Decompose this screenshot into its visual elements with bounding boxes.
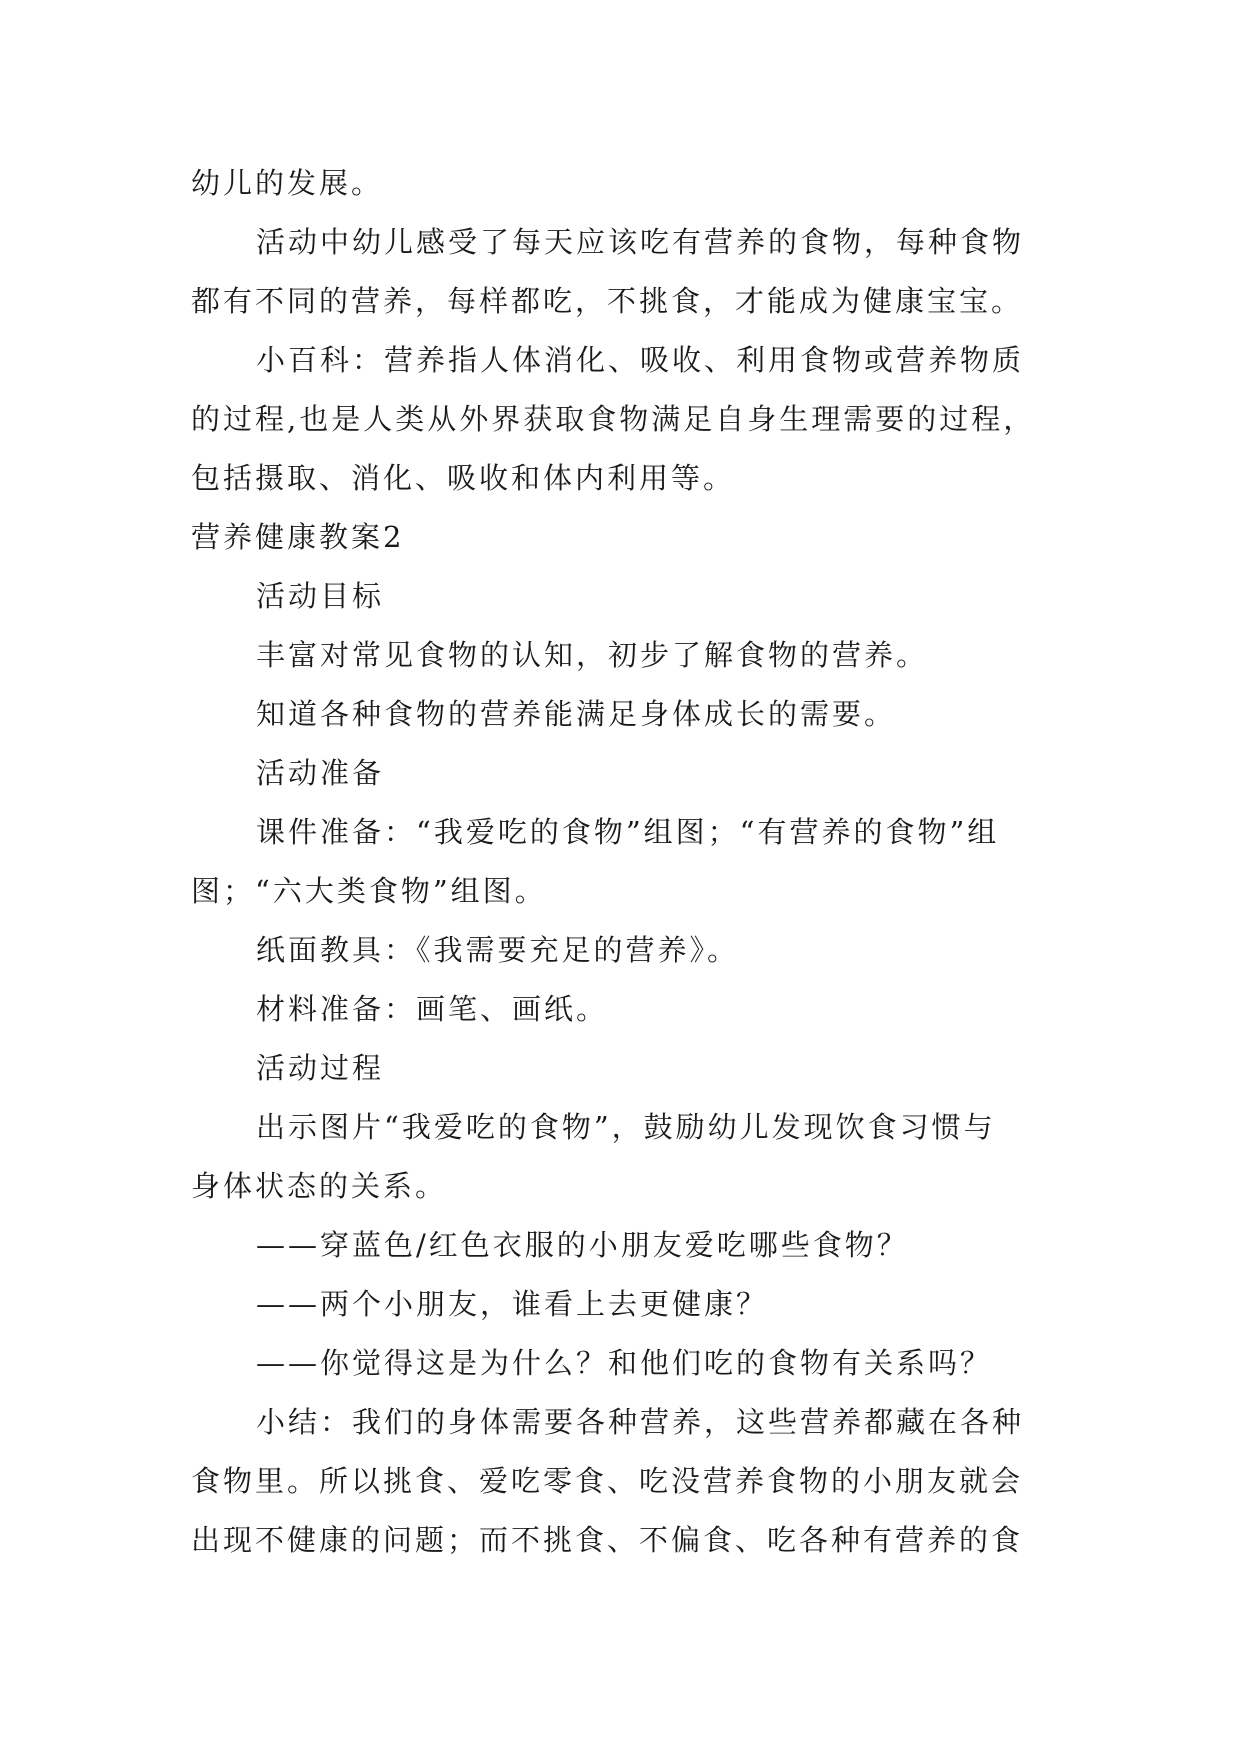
paragraph-line: 包括摄取、消化、吸收和体内利用等。 xyxy=(191,461,736,495)
question-line: ——你觉得这是为什么？和他们吃的食物有关系吗？ xyxy=(256,1346,993,1380)
subsection-heading: 活动目标 xyxy=(256,579,385,613)
paragraph-line: 都有不同的营养，每样都吃，不挑食，才能成为健康宝宝。 xyxy=(191,284,1024,318)
paragraph-line: 的过程,也是人类从外界获取食物满足自身生理需要的过程， xyxy=(191,402,1036,436)
paragraph-line: 出示图片“我爱吃的食物”，鼓励幼儿发现饮食习惯与 xyxy=(256,1110,996,1144)
paragraph-line: 丰富对常见食物的认知，初步了解食物的营养。 xyxy=(256,638,929,672)
section-title: 营养健康教案2 xyxy=(191,520,405,554)
question-line: ——两个小朋友，谁看上去更健康？ xyxy=(256,1287,769,1321)
paragraph-line: 图；“六大类食物”组图。 xyxy=(191,874,547,908)
subsection-heading: 活动准备 xyxy=(256,756,385,790)
paragraph-line: 身体状态的关系。 xyxy=(191,1169,448,1203)
paragraph-line: 课件准备：“我爱吃的食物”组图；“有营养的食物”组 xyxy=(256,815,1000,849)
paragraph-line: 纸面教具：《我需要充足的营养》。 xyxy=(256,933,740,967)
paragraph-line: 材料准备：画笔、画纸。 xyxy=(256,992,609,1026)
paragraph-line: 小百科：营养指人体消化、吸收、利用食物或营养物质 xyxy=(256,343,1025,377)
paragraph-line: 幼儿的发展。 xyxy=(191,166,384,200)
paragraph-line: 食物里。所以挑食、爱吃零食、吃没营养食物的小朋友就会 xyxy=(191,1464,1024,1498)
paragraph-line: 活动中幼儿感受了每天应该吃有营养的食物，每种食物 xyxy=(256,225,1025,259)
paragraph-line: 小结：我们的身体需要各种营养，这些营养都藏在各种 xyxy=(256,1405,1025,1439)
paragraph-line: 知道各种食物的营养能满足身体成长的需要。 xyxy=(256,697,897,731)
paragraph-line: 出现不健康的问题；而不挑食、不偏食、吃各种有营养的食 xyxy=(191,1523,1024,1557)
subsection-heading: 活动过程 xyxy=(256,1051,385,1085)
question-line: ——穿蓝色/红色衣服的小朋友爱吃哪些食物？ xyxy=(256,1228,909,1262)
